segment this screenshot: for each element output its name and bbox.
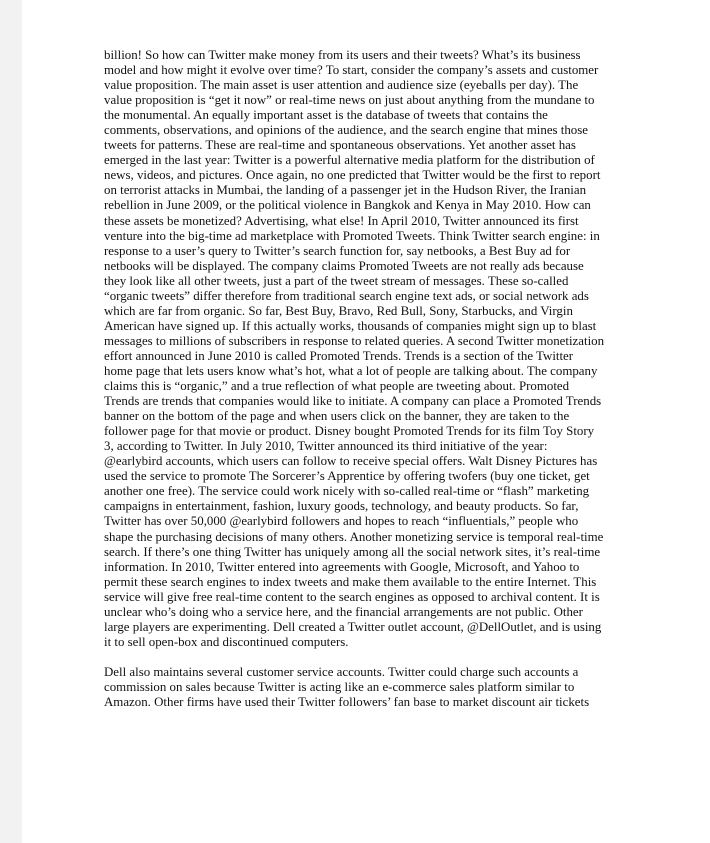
text-line: unclear who’s doing who a service here, and the financial arrangements are not public. Other — [104, 604, 583, 619]
text-line: messages to millions of subscribers in response to related queries. A second Twitter monetization — [104, 333, 605, 348]
text-line: Amazon. Other firms have used their Twitter followers’ fan base to market discount air tickets — [104, 694, 590, 709]
text-line: @earlybird accounts, which users can follow to receive special offers. Walt Disney Pictures has — [104, 454, 598, 469]
text-line: billion! So how can Twitter make money from its users and their tweets? What’s its business — [104, 48, 581, 62]
text-line: which are far from organic. So far, Best Buy, Bravo, Red Bull, Sony, Starbucks, and Virgin — [104, 303, 573, 318]
text-line: Twitter has over 50,000 @earlybird followers and hopes to reach “influentials,” people who — [104, 514, 579, 529]
text-line: home page that lets users know what’s hot, what a lot of people are talking about. The company — [104, 363, 598, 378]
text-line: comments, observations, and opinions of the audience, and the search engine that mines those — [104, 123, 588, 138]
text-line: venture into the big-time ad marketplace with Promoted Tweets. Think Twitter search engine: in — [104, 228, 600, 243]
text-line: they look like all other tweets, just a part of the tweet stream of messages. These so-called — [104, 273, 569, 288]
text-line: claims this is “organic,” and a true reflection of what people are tweeting about. Promoted — [104, 379, 570, 394]
text-line: banner on the bottom of the page and when users click on the banner, they are taken to the — [104, 409, 570, 424]
text-line: “organic tweets” differ therefore from traditional search engine text ads, or social network ads — [104, 288, 589, 303]
text-line: commission on sales because Twitter is acting like an e-commerce sales platform similar to — [104, 679, 575, 694]
text-line: netbooks will be displayed. The company claims Promoted Tweets are not really ads because — [104, 258, 584, 273]
text-line: American have signed up. If this actually works, thousands of companies might sign up to blast — [104, 318, 597, 333]
text-line: these assets be monetized? Advertising, what else! In April 2010, Twitter announced its first — [104, 213, 579, 228]
text-line: model and how might it evolve over time? To start, consider the company’s assets and customer — [104, 63, 599, 78]
text-line: news, videos, and pictures. Once again, no one predicted that Twitter would be the first to report — [104, 168, 601, 183]
text-line: 3, according to Twitter. In July 2010, Twitter announced its third initiative of the year: — [104, 439, 548, 454]
text-line: another one free). The service could work nicely with so-called real-time or “flash” marketing — [104, 484, 590, 499]
text-line: on terrorist attacks in Mumbai, the landing of a passenger jet in the Hudson River, the Iranian — [104, 183, 587, 198]
text-line: permit these search engines to index tweets and make them available to the entire Internet. This — [104, 574, 597, 589]
text-line: rebellion in June 2009, or the political violence in Bangkok and Kenya in May 2010. How can — [104, 198, 591, 213]
text-line: effort announced in June 2010 is called Promoted Trends. Trends is a section of the Twitter — [104, 348, 574, 363]
document-body — [104, 48, 664, 710]
text-line: value proposition. The main asset is user attention and audience size (eyeballs per day). The — [104, 78, 579, 93]
text-line: value proposition is “get it now” or real-time news on just about anything from the mundane to — [104, 93, 595, 108]
text-line: campaigns in entertainment, fashion, luxury goods, technology, and beauty products. So far, — [104, 499, 579, 514]
text-line: used the service to promote The Sorcerer’s Apprentice by offering twofers (buy one ticket, get — [104, 469, 590, 484]
text-line: follower page for that movie or product. Disney bought Promoted Trends for its film Toy Story — [104, 424, 595, 439]
paragraph-2 — [104, 665, 664, 710]
paragraph-1 — [104, 48, 664, 650]
text-line: tweets for patterns. These are real-time and spontaneous observations. Yet another asset has — [104, 138, 576, 153]
text-line: emerged in the last year: Twitter is a powerful alternative media platform for the distribution of — [104, 153, 595, 168]
text-line: Trends are trends that companies would like to initiate. A company can place a Promoted Trends — [104, 394, 602, 409]
text-line: information. In 2010, Twitter entered into agreements with Google, Microsoft, and Yahoo to — [104, 559, 580, 574]
text-line: search. If there’s one thing Twitter has uniquely among all the social network sites, it’s real-time — [104, 544, 601, 559]
text-line: it to sell open-box and discontinued computers. — [104, 634, 349, 649]
text-line: large players are experimenting. Dell created a Twitter outlet account, @DellOutlet, and is using — [104, 619, 602, 634]
paragraph-spacer — [104, 650, 664, 665]
text-line: Dell also maintains several customer service accounts. Twitter could charge such accounts a — [104, 664, 579, 679]
text-line: shape the purchasing decisions of many others. Another monetizing service is temporal real-time — [104, 529, 604, 544]
document-page — [22, 0, 710, 843]
text-line: response to a user’s query to Twitter’s search function for, say netbooks, a Best Buy ad for — [104, 243, 571, 258]
text-line: service will give free real-time content to the search engines as opposed to archival content. It is — [104, 589, 600, 604]
text-line: the monumental. An equally important asset is the database of tweets that contains the — [104, 108, 548, 123]
